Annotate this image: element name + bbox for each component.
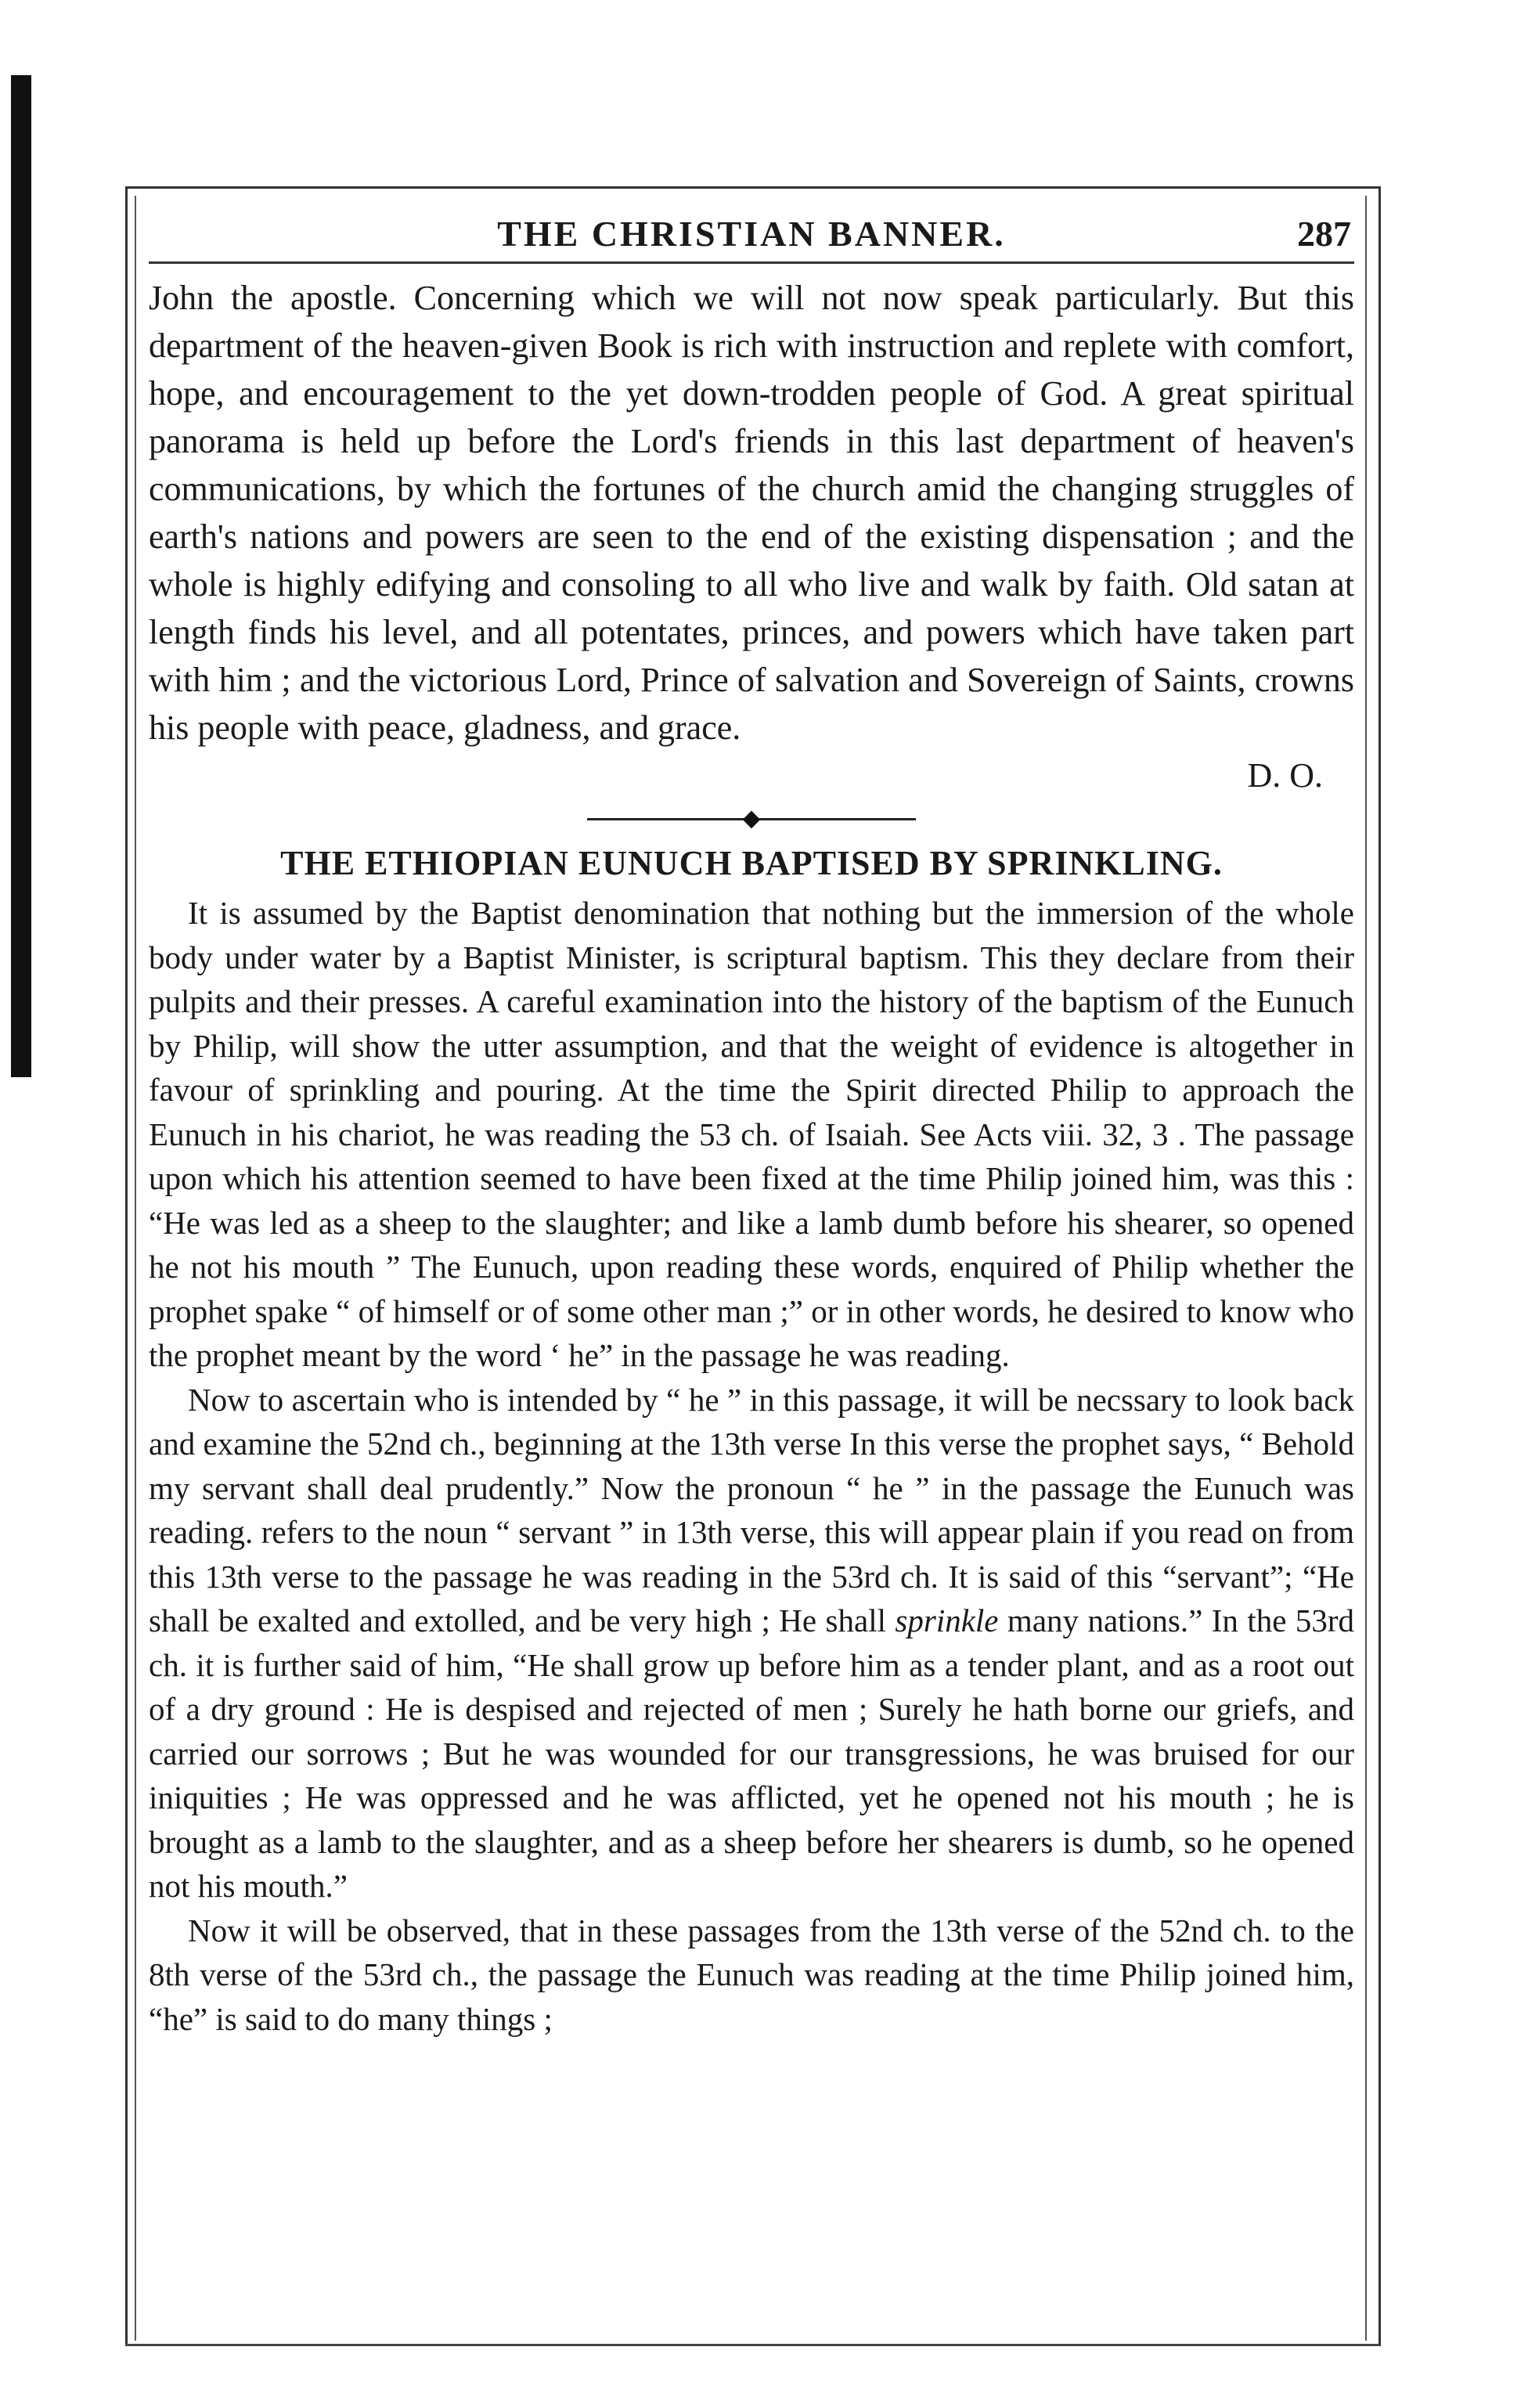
- page-spine-shadow: [11, 75, 31, 1077]
- running-title: THE CHRISTIAN BANNER.: [497, 214, 1006, 254]
- paragraph-2-text-end: many nations.” In the 53rd ch. it is further said of him, “He shall grow up before him as a tender plant, and as a root out of a dry ground : He is despised and rejected of men ; Surely he hath borne our griefs, and carried our sorrows ; But he was wounded for our transgressions, he was bruised for our iniquities ; He was oppressed and he was afflicted, yet he opened not his mouth ; he is brought as a lamb to the slaughter, and as a sheep before her shearers is dumb, so he opened not his mouth.”: [149, 1602, 1354, 1904]
- page-content: [149, 274, 1354, 2041]
- inner-right-rule: [1365, 196, 1367, 2341]
- article-paragraph-3: Now it will be observed, that in these passages from the 13th verse of the 52nd ch. to the 8th verse of the 53rd ch., the passage the Eunuch was reading at the time Philip joined him, “he” is said to do many things ;: [149, 1912, 1354, 2037]
- article-body: [149, 891, 1354, 2041]
- page-header: [149, 205, 1354, 264]
- article-title: THE ETHIOPIAN EUNUCH BAPTISED BY SPRINKLING.: [280, 844, 1223, 882]
- italic-sprinkle: sprinkle: [895, 1602, 999, 1638]
- inner-left-rule: [135, 196, 136, 2341]
- article-paragraph-2: [149, 1378, 1354, 1909]
- bottom-rule: [125, 2344, 1379, 2346]
- article-paragraph-1: It is assumed by the Baptist denomination that nothing but the immersion of the whole body under water by a Baptist Minister, is scriptural baptism. This they declare from their pulpits and their presses. A careful examination into the history of the baptism of the Eunuch by Philip, will show the utter assumption, and that the weight of evidence is altogether in favour of sprinkling and pouring. At the time the Spirit directed Philip to approach the Eunuch in his chariot, he was reading the 53 ch. of Isaiah. See Acts viii. 32, 3 . The passage upon which his attention seemed to have been fixed at the time Philip joined him, was this : “He was led as a sheep to the slaughter; and like a lamb dumb before his shearer, so opened he not his mouth ” The Eunuch, upon reading these words, enquired of Philip whether the prophet spake “ of himself or of some other man ;” or in other words, he desired to know who the prophet meant by the word ‘ he” in the passage he was reading.: [149, 895, 1354, 1373]
- divider-ornament-icon: [743, 811, 761, 829]
- section-divider: [149, 807, 1354, 831]
- page-number: 287: [1297, 214, 1351, 254]
- paragraph-2-text-start: Now to ascertain who is intended by “ he ” in this passage, it will be necssary to look back and examine the 52nd ch., beginning at the 13th verse In this verse the prophet says, “ Behold my servant shall deal prudently.” Now the pronoun “ he ” in the passage the Eunuch was reading. refers to the noun “ servant ” in 13th verse, this will appear plain if you read on from this 13th verse to the passage he was reading in the 53rd ch. It is said of this “servant”; “He shall be exalted and extolled, and be very high ; He shall: [149, 1381, 1354, 1638]
- previous-article-text: John the apostle. Concerning which we will not now speak particularly. But this department of the heaven-given Book is rich with instruction and replete with comfort, hope, and encouragement to the yet down-trodden people of God. A great spiritual panorama is held up before the Lord's friends in this last department of heaven's communications, by which the fortunes of the church amid the changing struggles of earth's nations and powers are seen to the end of the existing dispensation ; and the whole is highly edifying and consoling to all who live and walk by faith. Old satan at length finds his level, and all potentates, princes, and powers which have taken part with him ; and the victorious Lord, Prince of salvation and Sovereign of Saints, crowns his people with peace, gladness, and grace.: [149, 279, 1354, 747]
- author-signature: D. O.: [1247, 756, 1323, 795]
